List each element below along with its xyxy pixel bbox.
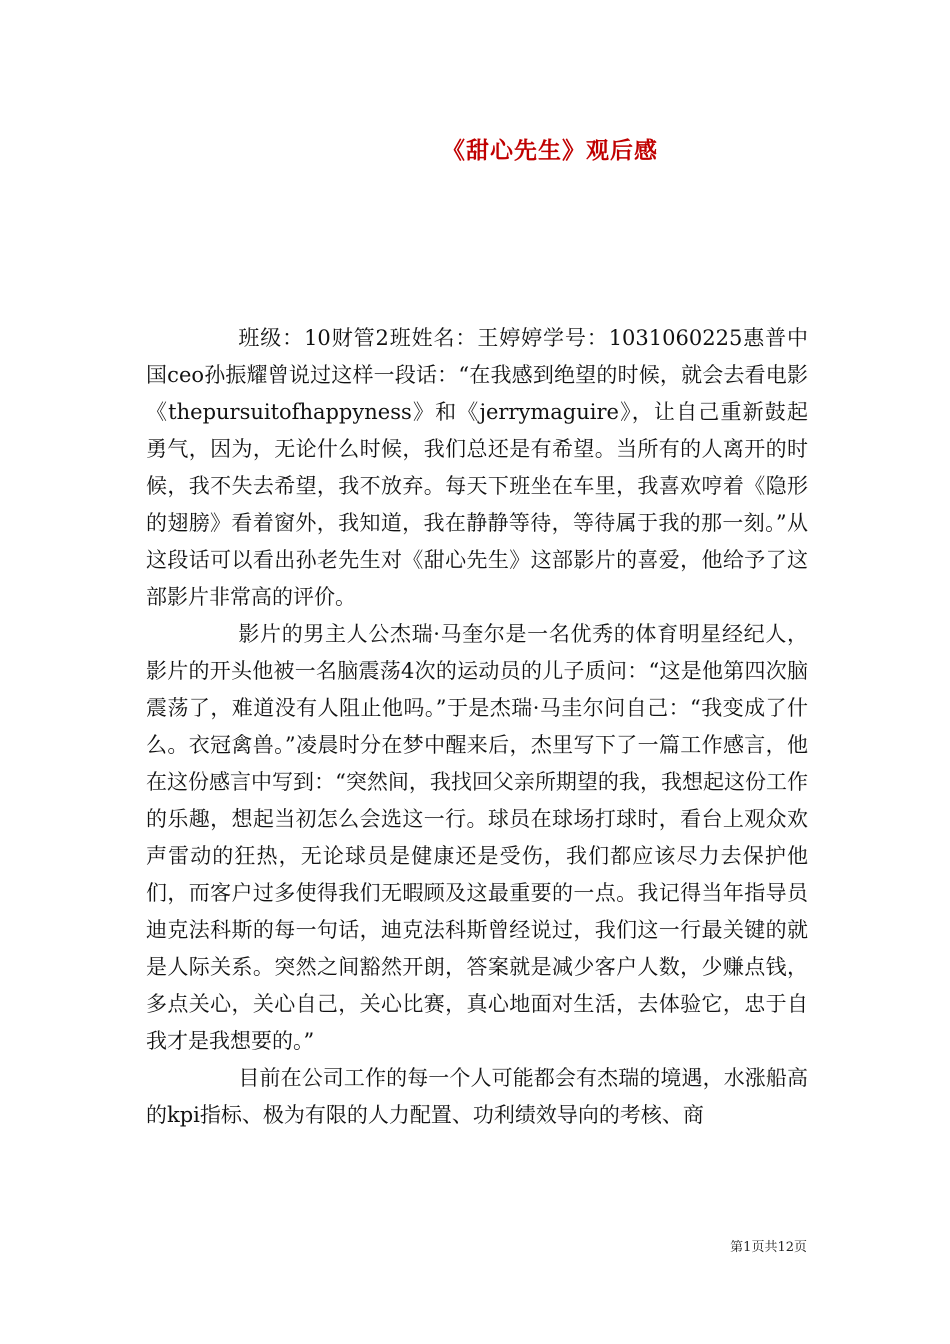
page-number: 第1页共12页 [730, 1240, 807, 1255]
paragraph: 班级：10财管2班姓名：王婷婷学号：1031060225惠普中国ceo孙振耀曾说过这样一段话：“在我感到绝望的时候，就会去看电影《thepursuitofhappyness》和《jerrymaguire》，让自己重新鼓起勇气，因为，无论什么时候，我们总还是有希望。当所有的人离开的时候，我不失去希望，我不放弃。每天下班坐在车里，我喜欢哼着《隐形的翅膀》看着窗外，我知道，我在静静等待，等待属于我的那一刻。”从这段话可以看出孙老先生对《甜心先生》这部影片的喜爱，他给予了这部影片非常高的评价。 [146, 326, 808, 609]
document-title: 《甜心先生》观后感 [442, 137, 658, 164]
paragraph: 影片的男主人公杰瑞·马奎尔是一名优秀的体育明星经纪人，影片的开头他被一名脑震荡4次的运动员的儿子质问：“这是他第四次脑震荡了，难道没有人阻止他吗。”于是杰瑞·马圭尔问自己：“我变成了什么。衣冠禽兽。”凌晨时分在梦中醒来后，杰里写下了一篇工作感言，他在这份感言中写到：“突然间，我找回父亲所期望的我，我想起这份工作的乐趣，想起当初怎么会选这一行。球员在球场打球时，看台上观众欢声雷动的狂热，无论球员是健康还是受伤，我们都应该尽力去保护他们，而客户过多使得我们无暇顾及这最重要的一点。我记得当年指导员迪克法科斯的每一句话，迪克法科斯曾经说过，我们这一行最关键的就是人际关系。突然之间豁然开朗，答案就是减少客户人数，少赚点钱，多点关心，关心自己，关心比赛，真心地面对生活，去体验它，忠于自我才是我想要的。” [146, 622, 808, 1053]
document-body [146, 320, 808, 1134]
paragraph: 目前在公司工作的每一个人可能都会有杰瑞的境遇，水涨船高的kpi指标、极为有限的人力配置、功利绩效导向的考核、商 [146, 1066, 808, 1127]
